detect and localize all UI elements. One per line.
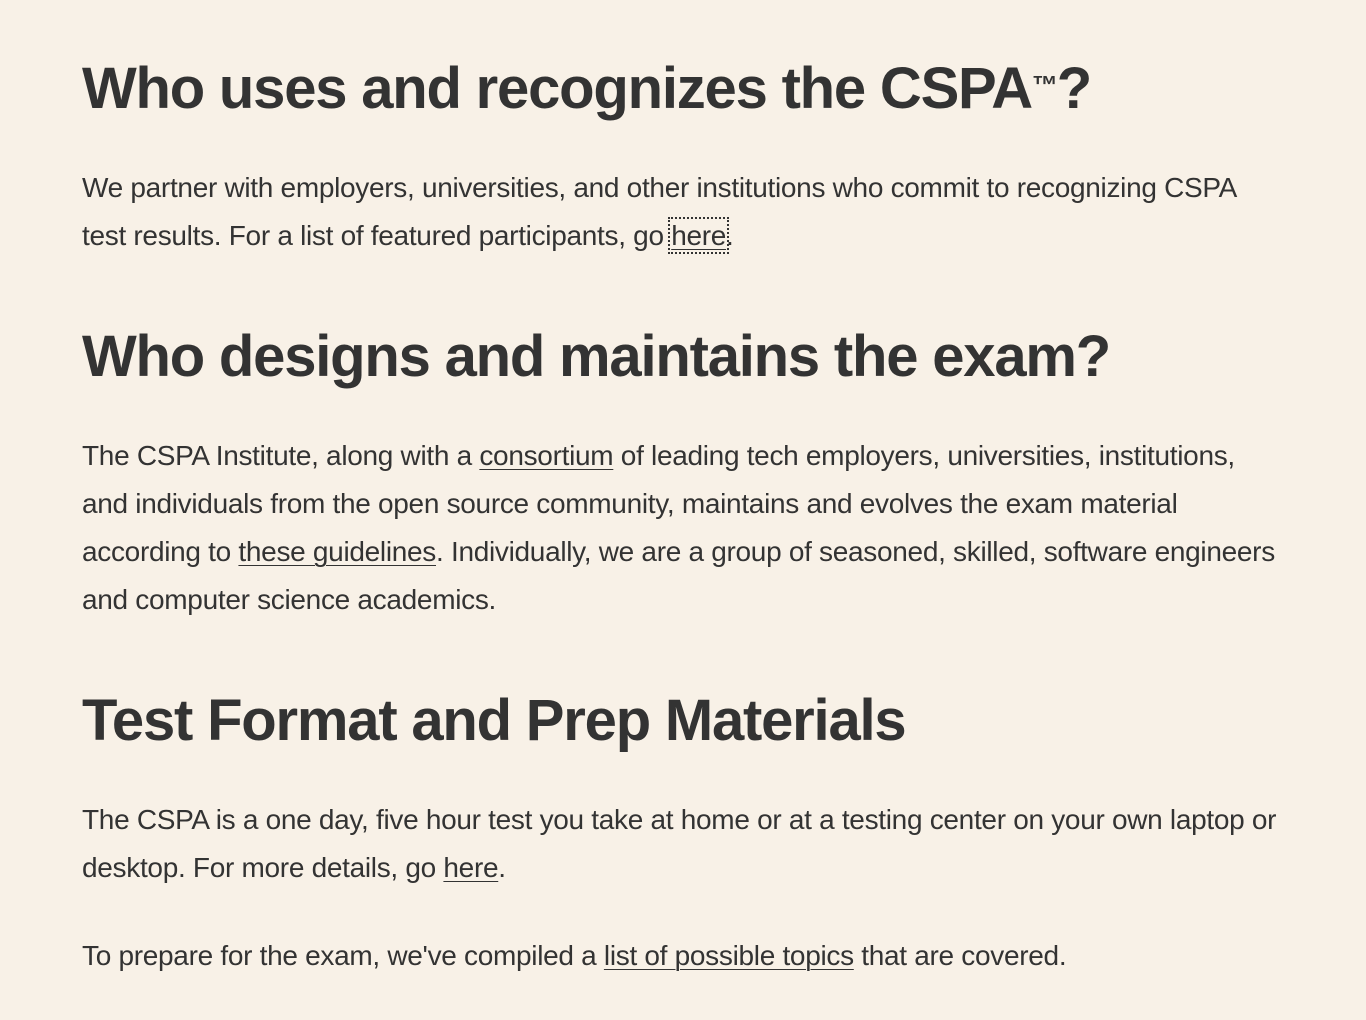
paragraph-prep: To prepare for the exam, we've compiled a list of possible topics that are covered.: [82, 940, 1067, 971]
consortium-link[interactable]: consortium: [479, 440, 614, 471]
paragraph-partners: We partner with employers, universities, and other institutions who commit to recognizing CSPA test results. For a list of featured participants, go here.: [82, 172, 1236, 251]
heading-who-designs: Who designs and maintains the exam?: [82, 324, 1110, 389]
topics-link[interactable]: list of possible topics: [603, 940, 854, 971]
trademark: ™: [1031, 70, 1057, 100]
participants-link[interactable]: here: [671, 220, 727, 251]
paragraph-institute: The CSPA Institute, along with a consortium of leading tech employers, universities, institutions, and individuals from the open source community, maintains and evolves the exam material according to these guidelines. Individually, we are a group of seasoned, skilled, software engineers and computer science academics.: [82, 440, 1275, 615]
details-link[interactable]: here: [443, 852, 499, 883]
guidelines-link[interactable]: these guidelines: [238, 536, 436, 567]
heading-test-format: Test Format and Prep Materials: [82, 688, 906, 753]
heading-who-uses: Who uses and recognizes the CSPA™?: [82, 56, 1091, 121]
paragraph-test-format: The CSPA is a one day, five hour test you take at home or at a testing center on your own laptop or desktop. For more details, go here.: [82, 804, 1277, 883]
